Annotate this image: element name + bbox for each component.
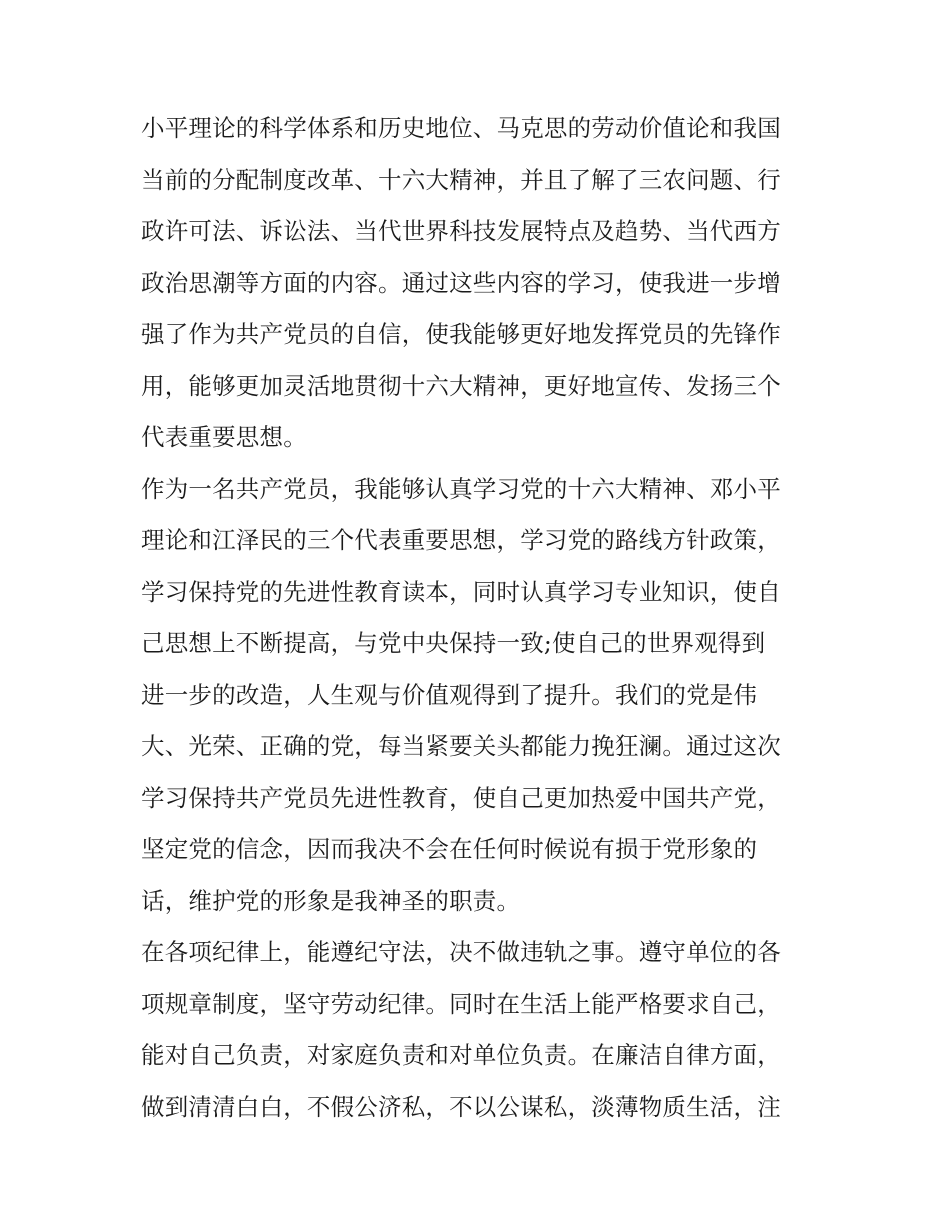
text-line: 政治思潮等方面的内容。通过这些内容的学习，使我进一步增	[141, 268, 781, 297]
text-line: 己思想上不断提高，与党中央保持一致;使自己的世界观得到	[141, 629, 766, 657]
text-line: 理论和江泽民的三个代表重要思想，学习党的路线方针政策，	[141, 526, 781, 554]
text-line: 做到清清白白，不假公济私，不以公谋私，淡薄物质生活，注	[141, 1092, 781, 1121]
paragraph-1	[141, 103, 821, 464]
text-line: 学习保持共产党员先进性教育，使自己更加热爱中国共产党，	[141, 783, 781, 812]
document-body	[141, 103, 821, 1133]
text-line: 大、光荣、正确的党，每当紧要关头都能力挽狂澜。通过这次	[141, 732, 781, 760]
text-line: 强了作为共产党员的自信，使我能够更好地发挥党员的先锋作	[141, 320, 781, 348]
text-line: 政许可法、诉讼法、当代世界科技发展特点及趋势、当代西方	[141, 217, 781, 245]
text-line: 坚定党的信念，因而我决不会在任何时候说有损于党形象的	[141, 835, 758, 863]
text-line: 学习保持党的先进性教育读本，同时认真学习专业知识，使自	[141, 577, 781, 606]
text-line: 在各项纪律上，能遵纪守法，决不做违轨之事。遵守单位的各	[141, 938, 781, 966]
text-line: 小平理论的科学体系和历史地位、马克思的劳动价值论和我国	[141, 114, 781, 142]
text-line: 代表重要思想。	[141, 423, 307, 451]
text-line: 作为一名共产党员，我能够认真学习党的十六大精神、邓小平	[141, 474, 781, 503]
paragraph-2	[141, 464, 821, 928]
text-line: 话，维护党的形象是我神圣的职责。	[141, 886, 521, 915]
text-line: 用，能够更加灵活地贯彻十六大精神，更好地宣传、发扬三个	[141, 371, 781, 400]
text-line: 能对自己负责，对家庭负责和对单位负责。在廉洁自律方面，	[141, 1041, 781, 1069]
text-line: 当前的分配制度改革、十六大精神，并且了解了三农问题、行	[141, 165, 781, 194]
paragraph-3	[141, 927, 821, 1133]
text-line: 项规章制度，坚守劳动纪律。同时在生活上能严格要求自己，	[141, 989, 781, 1018]
text-line: 进一步的改造，人生观与价值观得到了提升。我们的党是伟	[141, 680, 758, 709]
